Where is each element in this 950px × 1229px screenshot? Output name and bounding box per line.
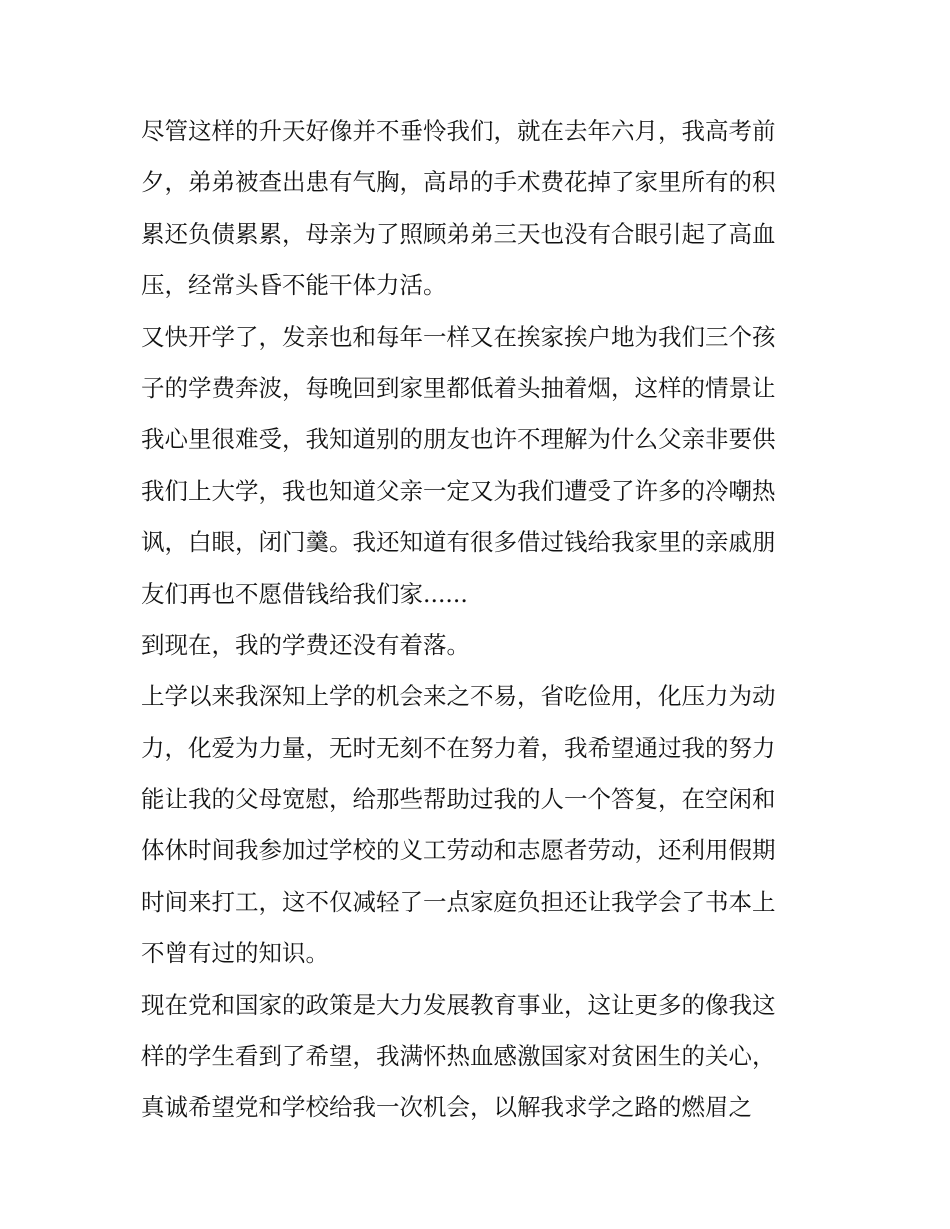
text-line: 又快开学了，发亲也和每年一样又在挨家挨户地为我们三个孩 [141,322,776,351]
text-line: 压，经常头昏不能干体力活。 [141,271,447,300]
text-line: 夕，弟弟被查出患有气胸，高昂的手术费花掉了家里所有的积 [141,168,776,197]
paragraph-4 [141,671,819,979]
text-line: 友们再也不愿借钱给我们家...... [141,579,468,608]
paragraph-5 [141,980,819,1134]
text-line: 现在党和国家的政策是大力发展教育事业，这让更多的像我这 [141,990,776,1019]
text-line: 力，化爱为力量，无时无刻不在努力着，我希望通过我的努力 [141,733,776,762]
text-line: 上学以来我深知上学的机会来之不易，省吃俭用，化压力为动 [141,682,776,711]
paragraph-2 [141,312,819,620]
text-line: 讽，白眼，闭门羹。我还知道有很多借过钱给我家里的亲戚朋 [141,528,776,557]
text-line: 累还负债累累，母亲为了照顾弟弟三天也没有合眼引起了高血 [141,219,776,248]
document-body [141,106,819,1134]
paragraph-1 [141,106,819,312]
text-line: 子的学费奔波，每晚回到家里都低着头抽着烟，这样的情景让 [141,373,776,402]
text-line: 能让我的父母宽慰，给那些帮助过我的人一个答复，在空闲和 [141,785,776,814]
text-line: 体休时间我参加过学校的义工劳动和志愿者劳动，还利用假期 [141,836,776,865]
text-line: 我心里很难受，我知道别的朋友也许不理解为什么父亲非要供 [141,425,776,454]
text-line: 样的学生看到了希望，我满怀热血感激国家对贫困生的关心， [141,1042,776,1071]
text-line: 真诚希望党和学校给我一次机会，以解我求学之路的燃眉之 [141,1093,752,1122]
paragraph-3 [141,620,819,671]
text-line: 我们上大学，我也知道父亲一定又为我们遭受了许多的冷嘲热 [141,476,776,505]
text-line: 到现在，我的学费还没有着落。 [141,630,470,659]
text-line: 不曾有过的知识。 [141,939,329,968]
text-line: 时间来打工，这不仅减轻了一点家庭负担还让我学会了书本上 [141,887,776,916]
text-line: 尽管这样的升天好像并不垂怜我们，就在去年六月，我高考前 [141,117,776,145]
